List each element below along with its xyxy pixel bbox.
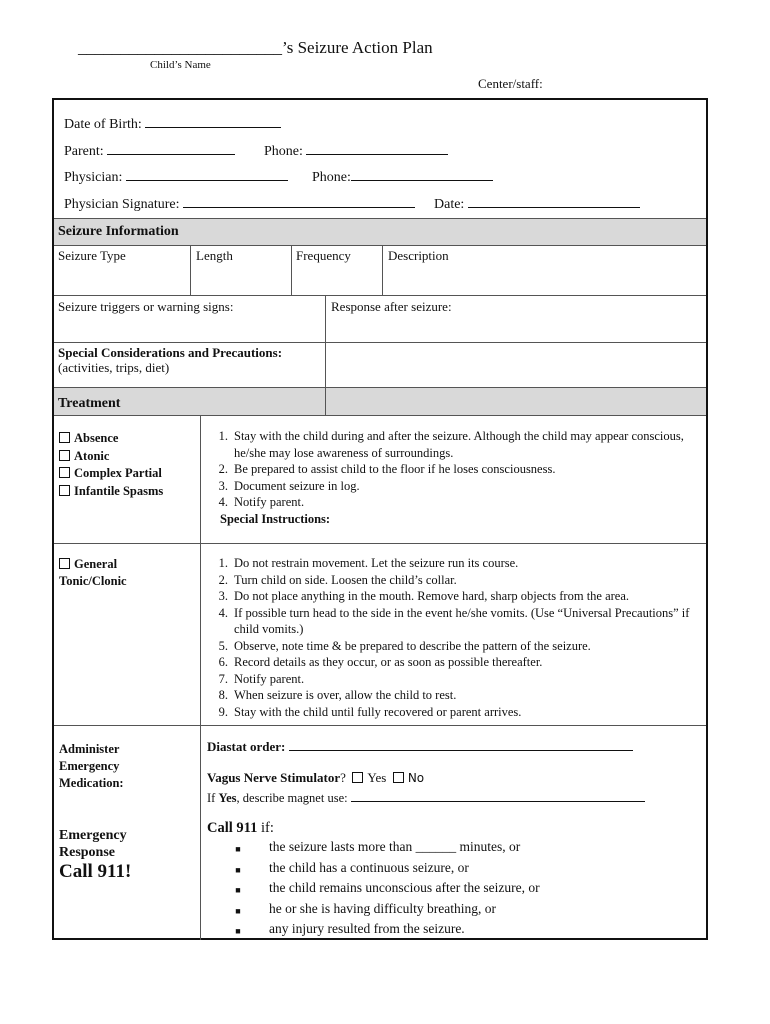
list-item: 7. Notify parent. — [218, 671, 305, 686]
list-item: ■ the seizure lasts more than ______ minutes, or — [235, 839, 521, 854]
vns-yes-checkbox[interactable] — [352, 772, 363, 783]
list-item: ■ any injury resulted from the seizure. — [235, 921, 465, 936]
page-title — [78, 38, 433, 58]
group2-steps — [208, 555, 698, 720]
vns-row: Vagus Nerve Stimulator? Yes No — [207, 770, 425, 785]
list-item: ■ he or she is having difficulty breathing, or — [235, 900, 496, 916]
dob-row — [64, 115, 281, 133]
list-item: 3. Do not place anything in the mouth. Remove hard, sharp objects from the area. — [218, 589, 630, 603]
dob-label: Date of Birth: — [64, 117, 142, 132]
child-name-blank[interactable]: ________________________ — [78, 38, 282, 57]
triggers-label: Seizure triggers or warning signs: — [58, 299, 234, 314]
emergency-instructions: Call 911 if: ■ the seizure lasts more than ______ minutes, or ■ the child has a continuous seizure, or ■ the child remains unconscious after the seizure, or ■ he or she is having difficulty breathing, or ■ any injury resulted from the seizure. — [207, 820, 697, 941]
list-item: 6. Record details as they occur, or as soon as possible thereafter. — [218, 655, 543, 669]
list-item: 4. Notify parent. — [218, 495, 305, 509]
option-general-tonic-clonic[interactable]: General — [59, 556, 127, 573]
checkbox-icon[interactable] — [59, 485, 70, 496]
diastat-order — [207, 738, 633, 755]
vns-no-checkbox[interactable] — [393, 772, 404, 783]
list-item: 5. Observe, note time & be prepared to describe the pattern of the seizure. — [218, 638, 591, 653]
parent-phone-row — [264, 142, 448, 160]
diastat-label: Diastat order: — [207, 739, 286, 754]
list-item: 1. Stay with the child during and after the seizure. Although the child may appear conscious, he/she may lose awareness of surroundings. — [218, 429, 684, 460]
col-seizure-type: Seizure Type — [58, 248, 126, 263]
treatment-header-right — [326, 388, 706, 415]
parent-label: Parent: — [64, 144, 104, 159]
signature-row — [64, 195, 415, 213]
list-item: 2. Be prepared to assist child to the floor if he loses consciousness. — [218, 462, 556, 476]
parent-phone-field[interactable] — [306, 142, 448, 155]
date-field[interactable] — [468, 195, 640, 208]
vns-label: Vagus Nerve Stimulator — [207, 770, 341, 785]
option-atonic[interactable]: Atonic — [59, 448, 163, 466]
option-infantile-spasms[interactable]: Infantile Spasms — [59, 483, 163, 501]
special-considerations-title: Special Considerations and Precautions: — [58, 345, 283, 360]
treatment-heading: Treatment — [58, 396, 121, 411]
response-label: Response after seizure: — [331, 299, 452, 314]
option-general-tonic-clonic-line2: Tonic/Clonic — [59, 574, 127, 588]
physician-phone-label: Phone: — [312, 170, 351, 185]
checkbox-icon[interactable] — [59, 467, 70, 478]
seizure-action-form — [52, 98, 708, 940]
option-complex-partial[interactable]: Complex Partial — [59, 465, 163, 483]
signature-label: Physician Signature: — [64, 197, 180, 212]
list-item: 4. If possible turn head to the side in the event he/she vomits. (Use “Universal Precautions” if child vomits.) — [218, 605, 690, 636]
list-item: 8. When seizure is over, allow the child to rest. — [218, 688, 457, 702]
group1-steps — [208, 428, 698, 527]
col-length: Length — [196, 248, 233, 263]
magnet-field[interactable] — [351, 789, 645, 802]
emergency-label: Emergency Response Call 911! — [59, 828, 132, 882]
call-911-heading: Call 911 — [207, 820, 258, 836]
option-absence[interactable]: Absence — [59, 430, 163, 448]
parent-field[interactable] — [107, 142, 235, 155]
physician-label: Physician: — [64, 170, 123, 185]
list-item: ■ the child has a continuous seizure, or — [235, 859, 469, 875]
checkbox-icon[interactable] — [59, 450, 70, 461]
call-911-label: Call 911! — [59, 861, 132, 882]
seizure-info-heading: Seizure Information — [58, 224, 179, 239]
parent-row — [64, 142, 235, 160]
vns-yes-label: Yes — [367, 770, 387, 785]
checkbox-icon[interactable] — [59, 432, 70, 443]
parent-phone-label: Phone: — [264, 144, 303, 159]
list-item: 1. Do not restrain movement. Let the seizure run its course. — [218, 556, 519, 570]
dob-field[interactable] — [145, 115, 281, 128]
physician-field[interactable] — [126, 168, 288, 181]
title-suffix: ’s Seizure Action Plan — [282, 38, 433, 57]
special-considerations-sub: (activities, trips, diet) — [58, 360, 170, 375]
medication-label: Administer Emergency Medication: — [59, 742, 124, 790]
magnet-row: If Yes, describe magnet use: — [207, 789, 645, 806]
list-item: 3. Document seizure in log. — [218, 478, 360, 493]
list-item: 2. Turn child on side. Loosen the child’s collar. — [218, 572, 457, 587]
center-staff-label: Center/staff: — [478, 76, 543, 91]
list-item: 9. Stay with the child until fully recovered or parent arrives. — [218, 704, 522, 719]
list-item: ■ the child remains unconscious after the seizure, or — [235, 880, 540, 895]
special-considerations — [58, 345, 282, 375]
date-row — [434, 195, 640, 213]
signature-field[interactable] — [183, 195, 415, 208]
col-frequency: Frequency — [296, 248, 351, 263]
physician-row — [64, 168, 288, 186]
special-instructions-label: Special Instructions: — [220, 511, 331, 526]
physician-phone-row — [312, 168, 493, 186]
checkbox-icon[interactable] — [59, 558, 70, 569]
childs-name-caption: Child’s Name — [150, 59, 211, 71]
group2-options — [59, 556, 127, 590]
diastat-field[interactable] — [289, 738, 633, 751]
date-label: Date: — [434, 197, 465, 212]
group1-options — [59, 430, 163, 500]
col-description: Description — [388, 248, 449, 263]
physician-phone-field[interactable] — [351, 168, 493, 181]
vns-no-label: No — [407, 771, 425, 785]
